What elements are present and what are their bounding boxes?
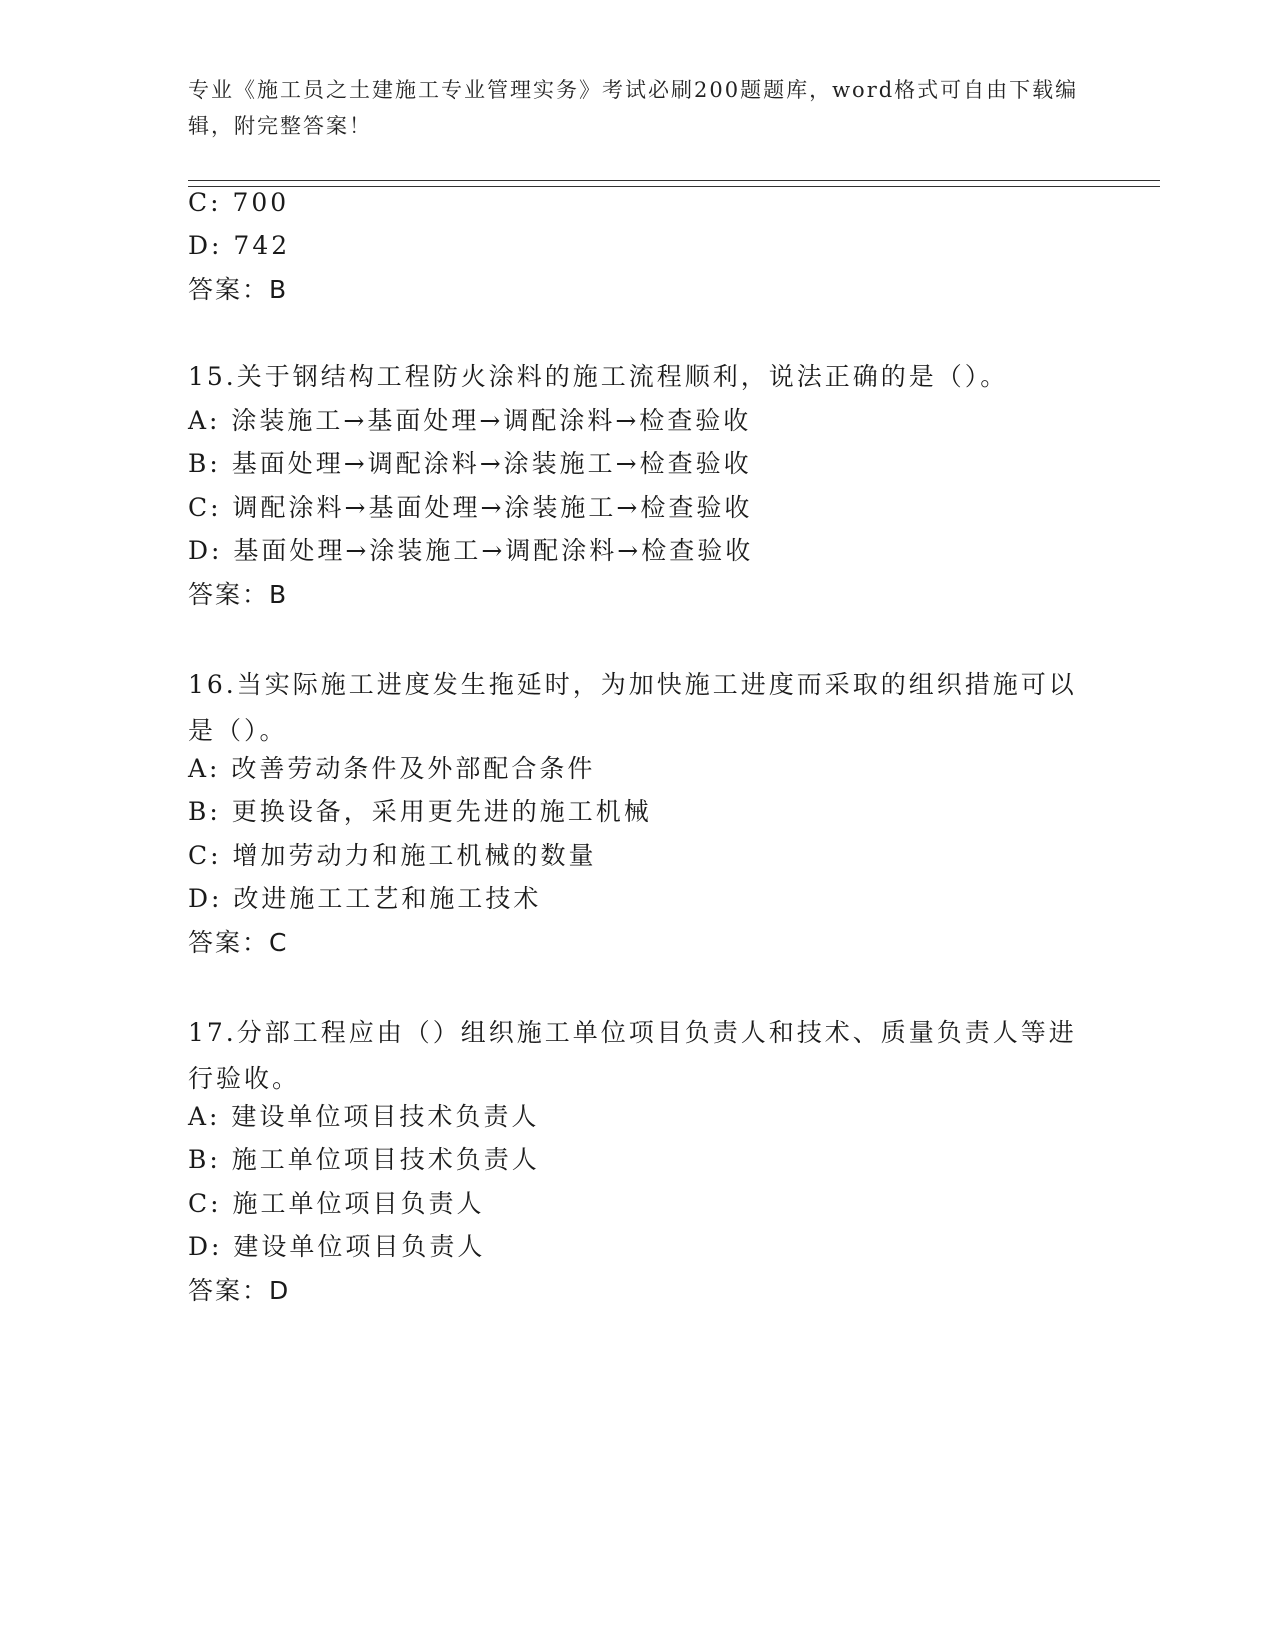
question-16-option-a: A: 改善劳动条件及外部配合条件 (188, 754, 596, 783)
question-17-stem: 17.分部工程应由（）组织施工单位项目负责人和技术、质量负责人等进行验收。 (188, 1018, 1077, 1093)
question-16-option-d: D: 改进施工工艺和施工技术 (188, 884, 542, 913)
question-17-answer: 答案：D (188, 1276, 291, 1305)
question-16-option-c: C: 增加劳动力和施工机械的数量 (188, 841, 597, 870)
option-d: D: 742 (188, 231, 291, 260)
option-c: C: 700 (188, 188, 290, 217)
question-17-option-d: D: 建设单位项目负责人 (188, 1232, 486, 1261)
document-header: 专业《施工员之土建施工专业管理实务》考试必刷200题题库，word格式可自由下载编辑，附完整答案！ (188, 78, 1079, 138)
question-15-option-c: C: 调配涂料→基面处理→涂装施工→检查验收 (188, 493, 753, 522)
question-15-option-a: A: 涂装施工→基面处理→调配涂料→检查验收 (188, 406, 752, 435)
answer-line: 答案：B (188, 275, 289, 304)
header-rule-bottom (188, 186, 1160, 187)
question-16-stem: 16.当实际施工进度发生拖延时，为加快施工进度而采取的组织措施可以是（）。 (188, 670, 1077, 745)
question-16-option-b: B: 更换设备，采用更先进的施工机械 (188, 797, 652, 826)
question-15-option-b: B: 基面处理→调配涂料→涂装施工→检查验收 (188, 449, 752, 478)
question-17-option-b: B: 施工单位项目技术负责人 (188, 1145, 540, 1174)
question-15-option-d: D: 基面处理→涂装施工→调配涂料→检查验收 (188, 536, 754, 565)
question-17-option-c: C: 施工单位项目负责人 (188, 1189, 485, 1218)
question-15-stem: 15.关于钢结构工程防火涂料的施工流程顺利，说法正确的是（）。 (188, 362, 1009, 391)
question-16-answer: 答案：C (188, 928, 289, 957)
question-15-answer: 答案：B (188, 580, 289, 609)
question-17-option-a: A: 建设单位项目技术负责人 (188, 1102, 540, 1131)
header-rule-top (188, 180, 1160, 181)
